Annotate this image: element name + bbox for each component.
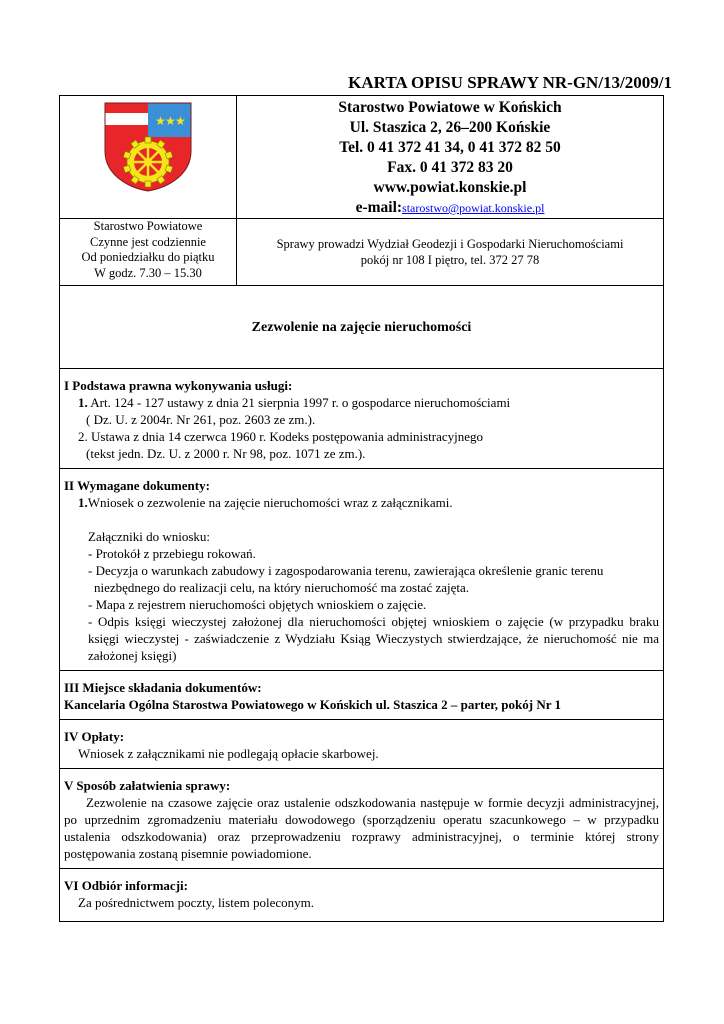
office-address: Ul. Staszica 2, 26–200 Końskie bbox=[349, 119, 551, 136]
department-info bbox=[237, 219, 664, 286]
email-link[interactable]: starostwo@powiat.konskie.pl bbox=[402, 201, 545, 215]
list-item: 2. Ustawa z dnia 14 czerwca 1960 r. Kodeks postępowania administracyjnego bbox=[78, 429, 484, 444]
attachment-item-cont: niezbędnego do realizacji celu, na który nieruchomość ma zostać zajęta. bbox=[94, 580, 470, 595]
section-heading: III Miejsce składania dokumentów: bbox=[64, 680, 262, 695]
svg-text:★: ★ bbox=[175, 114, 186, 128]
section-legal-basis bbox=[60, 369, 664, 469]
svg-text:★: ★ bbox=[155, 114, 166, 128]
attachments-label: Załączniki do wniosku: bbox=[88, 529, 211, 544]
section-heading: II Wymagane dokumenty: bbox=[64, 478, 210, 493]
office-name: Starostwo Powiatowe w Końskich bbox=[338, 99, 562, 116]
section-information-pickup bbox=[60, 869, 664, 922]
department-line: pokój nr 108 I piętro, tel. 372 27 78 bbox=[360, 253, 540, 267]
svg-text:★: ★ bbox=[165, 114, 176, 128]
list-number: 1. bbox=[78, 395, 88, 410]
attachment-item: - Protokół z przebiegu rokowań. bbox=[88, 546, 256, 561]
handling-text: Zezwolenie na czasowe zajęcie oraz ustalenie odszkodowania następuje w formie decyzji administracyjnej, po uprzednim zgromadzeniu materiału dowodowego (sporządzeniu operatu szacunkowego – w przypadku ustalenia odszkodowania) oraz przeprowadzeniu rozprawy administracyjnej, o terminie której strony postępowania zostaną pisemnie powiadomione. bbox=[64, 795, 659, 861]
section-heading: I Podstawa prawna wykonywania usługi: bbox=[64, 378, 293, 393]
list-item-cont: (tekst jedn. Dz. U. z 2000 r. Nr 98, poz. 1071 ze zm.). bbox=[86, 446, 366, 461]
hours-line: Od poniedziałku do piątku bbox=[81, 250, 215, 264]
hours-line: W godz. 7.30 – 15.30 bbox=[94, 265, 202, 280]
section-submission-place bbox=[60, 671, 664, 720]
list-item-cont: ( Dz. U. z 2004r. Nr 261, poz. 2603 ze zm.). bbox=[86, 412, 316, 427]
attachment-item: - Decyzja o warunkach zabudowy i zagospodarowania terenu, zawierająca określenie granic terenu bbox=[88, 563, 604, 578]
office-hours bbox=[60, 219, 237, 286]
coat-of-arms-icon bbox=[101, 99, 195, 193]
office-header bbox=[237, 96, 664, 219]
list-item: Wniosek o zezwolenie na zajęcie nieruchomości wraz z załącznikami. bbox=[87, 495, 453, 510]
section-required-documents bbox=[60, 469, 664, 671]
card-title: KARTA OPISU SPRAWY NR-GN/13/2009/1 bbox=[348, 73, 672, 92]
case-card-table bbox=[59, 95, 664, 922]
case-subject: Zezwolenie na zajęcie nieruchomości bbox=[60, 286, 664, 369]
submission-place-text: Kancelaria Ogólna Starostwa Powiatowego w Końskich ul. Staszica 2 – parter, pokój Nr 1 bbox=[64, 697, 562, 712]
logo-cell bbox=[60, 96, 237, 219]
office-website[interactable]: www.powiat.konskie.pl bbox=[373, 179, 527, 196]
attachment-item: - Mapa z rejestrem nieruchomości objętych wnioskiem o zajęcie. bbox=[88, 597, 427, 612]
attachment-item: - Odpis księgi wieczystej założonej dla nieruchomości objętej wnioskiem o zajęcie (w przypadku braku księgi wieczystej - zaświadczenie z Wydziału Ksiąg Wieczystych stwierdzające, że nieruchomość nie ma założonej księgi) bbox=[88, 614, 659, 663]
office-fax: Fax. 0 41 372 83 20 bbox=[387, 159, 513, 176]
list-item: Art. 124 - 127 ustawy z dnia 21 sierpnia 1997 r. o gospodarce nieruchomościami bbox=[87, 395, 511, 410]
list-number: 1. bbox=[78, 495, 88, 510]
office-phone: Tel. 0 41 372 41 34, 0 41 372 82 50 bbox=[339, 139, 561, 156]
section-heading: V Sposób załatwienia sprawy: bbox=[64, 778, 231, 793]
fees-text: Wniosek z załącznikami nie podlegają opłacie skarbowej. bbox=[78, 746, 379, 761]
hours-line: Starostwo Powiatowe bbox=[93, 219, 203, 233]
email-label: e-mail: bbox=[355, 199, 403, 216]
section-heading: VI Odbiór informacji: bbox=[64, 878, 188, 893]
pickup-text: Za pośrednictwem poczty, listem poleconym. bbox=[78, 895, 314, 910]
section-fees bbox=[60, 720, 664, 769]
hours-line: Czynne jest codziennie bbox=[90, 234, 206, 249]
section-handling bbox=[60, 769, 664, 869]
department-line: Sprawy prowadzi Wydział Geodezji i Gospodarki Nieruchomościami bbox=[276, 237, 624, 251]
section-heading: IV Opłaty: bbox=[64, 729, 125, 744]
